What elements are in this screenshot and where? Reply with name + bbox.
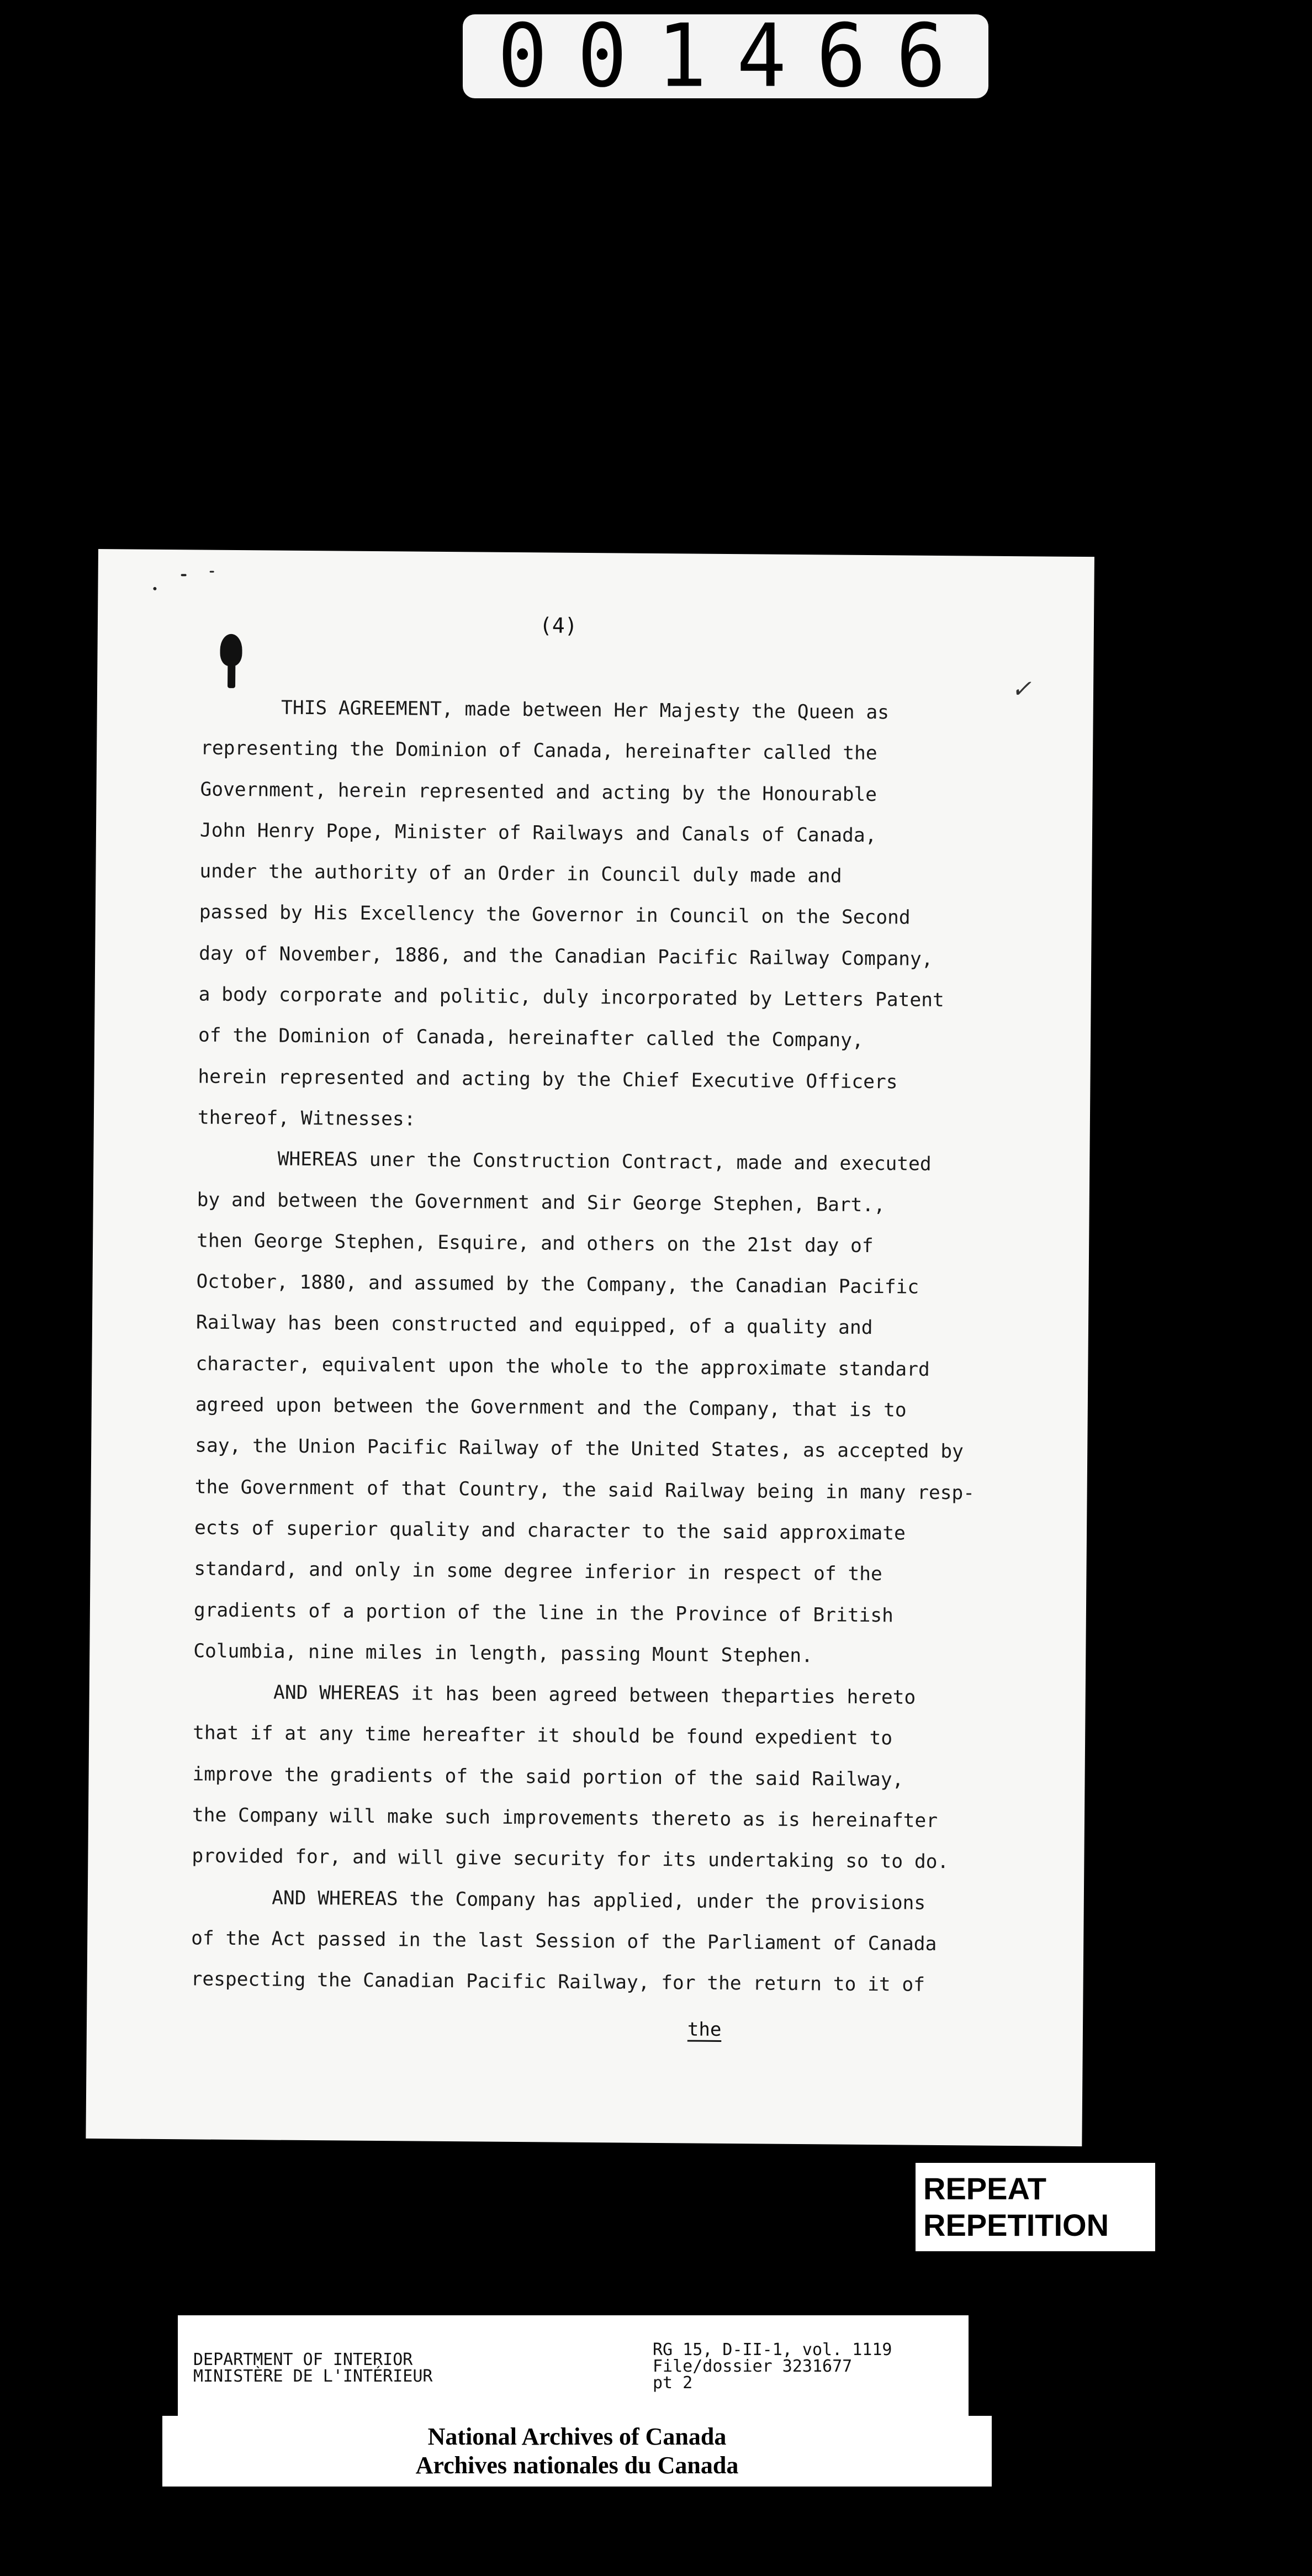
archives-banner (162, 2416, 992, 2487)
text-line: ects of superior quality and character to the said approximate (194, 1517, 906, 1545)
check-mark-icon: ✓ (1011, 674, 1032, 704)
reference-block (653, 2342, 892, 2392)
text-line: of the Act passed in the last Session of the Parliament of Canada (191, 1927, 937, 1955)
frame-number-label (463, 6, 988, 107)
text-line: WHEREAS uner the Construction Contract, made and executed (197, 1147, 932, 1176)
text-line: of the Dominion of Canada, hereinafter called the Company, (198, 1024, 864, 1052)
text-line: by and between the Government and Sir George Stephen, Bart., (197, 1189, 886, 1216)
text-line: gradients of a portion of the line in the Province of British (193, 1598, 894, 1627)
repeat-stamp (916, 2163, 1155, 2251)
repeat-stamp-line2: REPETITION (923, 2208, 1109, 2242)
punch-hole-icon (220, 634, 242, 666)
text-line: say, the Union Pacific Railway of the United States, as accepted by (195, 1434, 964, 1463)
text-line: herein represented and acting by the Chief Executive Officers (198, 1065, 898, 1094)
text-line: a body corporate and politic, duly incorporated by Letters Patent (198, 983, 944, 1012)
catchword: the (687, 2018, 722, 2041)
text-line: passed by His Excellency the Governor in Council on the Second (199, 901, 911, 930)
text-line: that if at any time hereafter it should be found expedient to (193, 1722, 893, 1750)
text-line: John Henry Pope, Minister of Railways and Canals of Canada, (199, 819, 877, 847)
record-group: RG 15, D-II-1, vol. 1119 (653, 2340, 892, 2359)
text-line: day of November, 1886, and the Canadian Pacific Railway Company, (199, 942, 933, 970)
text-line: under the authority of an Order in Council duly made and (199, 860, 842, 888)
text-line: AND WHEREAS it has been agreed between theparties hereto (193, 1681, 916, 1709)
text-line: agreed upon between the Government and the Company, that is to (195, 1393, 907, 1422)
text-line: respecting the Canadian Pacific Railway, for the return to it of (191, 1968, 925, 1997)
text-line: improve the gradients of the said portion of the said Railway, (192, 1763, 904, 1791)
frame-number: 001466 (498, 6, 976, 107)
text-line: the Company will make such improvements thereto as is hereinafter (192, 1804, 938, 1833)
archives-name-fr: Archives nationales du Canada (415, 2452, 739, 2479)
text-line: Railway has been constructed and equipped, of a quality and (195, 1311, 873, 1339)
text-line: standard, and only in some degree inferior in respect of the (194, 1558, 882, 1586)
repeat-stamp-line1: REPEAT (923, 2171, 1046, 2206)
text-line: thereof, Witnesses: (197, 1106, 416, 1131)
agreement-text (191, 687, 1062, 2007)
text-line: October, 1880, and assumed by the Company, the Canadian Pacific (196, 1270, 919, 1298)
text-line: AND WHEREAS the Company has applied, under the provisions (191, 1886, 926, 1914)
page-number: (4) (539, 613, 578, 638)
department-block (193, 2352, 432, 2385)
archives-name-en: National Archives of Canada (427, 2423, 727, 2450)
text-line: character, equivalent upon the whole to the approximate standard (195, 1353, 930, 1381)
text-line: Government, herein represented and acting by the Honourable (200, 778, 877, 806)
document-page (86, 549, 1094, 2146)
archive-reference-label (178, 2315, 969, 2416)
text-line: representing the Dominion of Canada, hereinafter called the (200, 737, 877, 765)
text-line: then George Stephen, Esquire, and others on the 21st day of (197, 1229, 874, 1257)
text-line: Columbia, nine miles in length, passing Mount Stephen. (193, 1640, 813, 1667)
text-line: the Government of that Country, the said Railway being in many resp- (194, 1476, 975, 1505)
part-number: pt 2 (653, 2373, 693, 2393)
paper-mark-1 (153, 587, 156, 590)
department-en: DEPARTMENT OF INTERIOR (193, 2350, 413, 2369)
paper-mark-3 (210, 571, 214, 573)
text-line: provided for, and will give security for its undertaking so to do. (192, 1845, 949, 1873)
paper-mark-2 (181, 574, 187, 576)
text-line: THIS AGREEMENT, made between Her Majesty the Queen as (200, 696, 890, 724)
file-number: File/dossier 3231677 (653, 2357, 853, 2376)
department-fr: MINISTÈRE DE L'INTÉRIEUR (193, 2367, 433, 2386)
